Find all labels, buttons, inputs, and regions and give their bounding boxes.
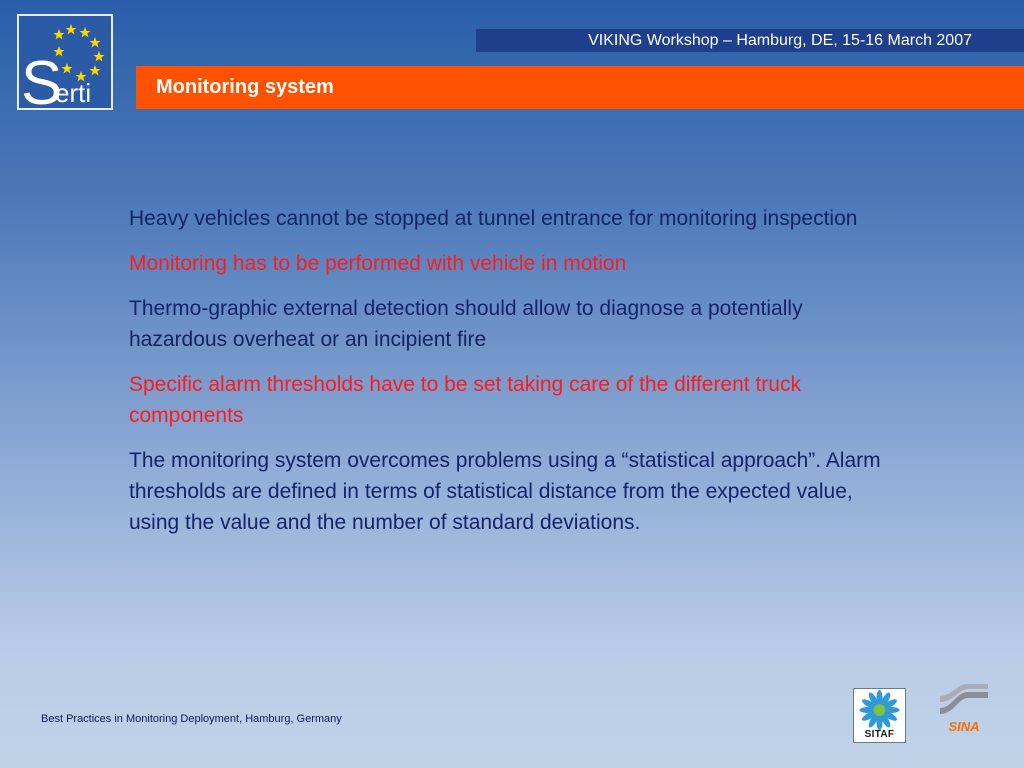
sitaf-logo-text: SITAF xyxy=(864,729,895,740)
paragraph-motion: Monitoring has to be performed with vehicle in motion xyxy=(129,252,627,275)
sitaf-flower-icon xyxy=(854,689,905,731)
sina-logo-text: SINA xyxy=(948,719,980,734)
serti-logo-erti: erti xyxy=(55,78,92,108)
paragraph-heavy-vehicles: Heavy vehicles cannot be stopped at tunnel entrance for monitoring inspection xyxy=(129,207,858,230)
slide-title: Monitoring system xyxy=(136,66,1024,109)
paragraph-statistical-approach: The monitoring system overcomes problems using a “statistical approach”. Alarm thresholds are defined in terms of statistical distance from the expected value, using the value and the number of standard deviations. xyxy=(129,449,881,534)
event-banner: VIKING Workshop – Hamburg, DE, 15-16 March 2007 xyxy=(476,29,1024,52)
serti-logo xyxy=(17,14,113,110)
serti-logo-s: S xyxy=(21,49,63,108)
slide-content xyxy=(129,203,899,552)
serti-logo-graphic xyxy=(19,16,111,108)
sitaf-logo xyxy=(853,688,906,743)
paragraph-alarm-thresholds: Specific alarm thresholds have to be set taking care of the different truck components xyxy=(129,373,801,427)
paragraph-thermo-graphic: Thermo-graphic external detection should allow to diagnose a potentially hazardous overheat or an incipient fire xyxy=(129,297,803,351)
footer-text: Best Practices in Monitoring Deployment, Hamburg, Germany xyxy=(41,713,342,725)
sina-logo xyxy=(938,682,990,738)
sina-road-icon xyxy=(938,682,990,718)
